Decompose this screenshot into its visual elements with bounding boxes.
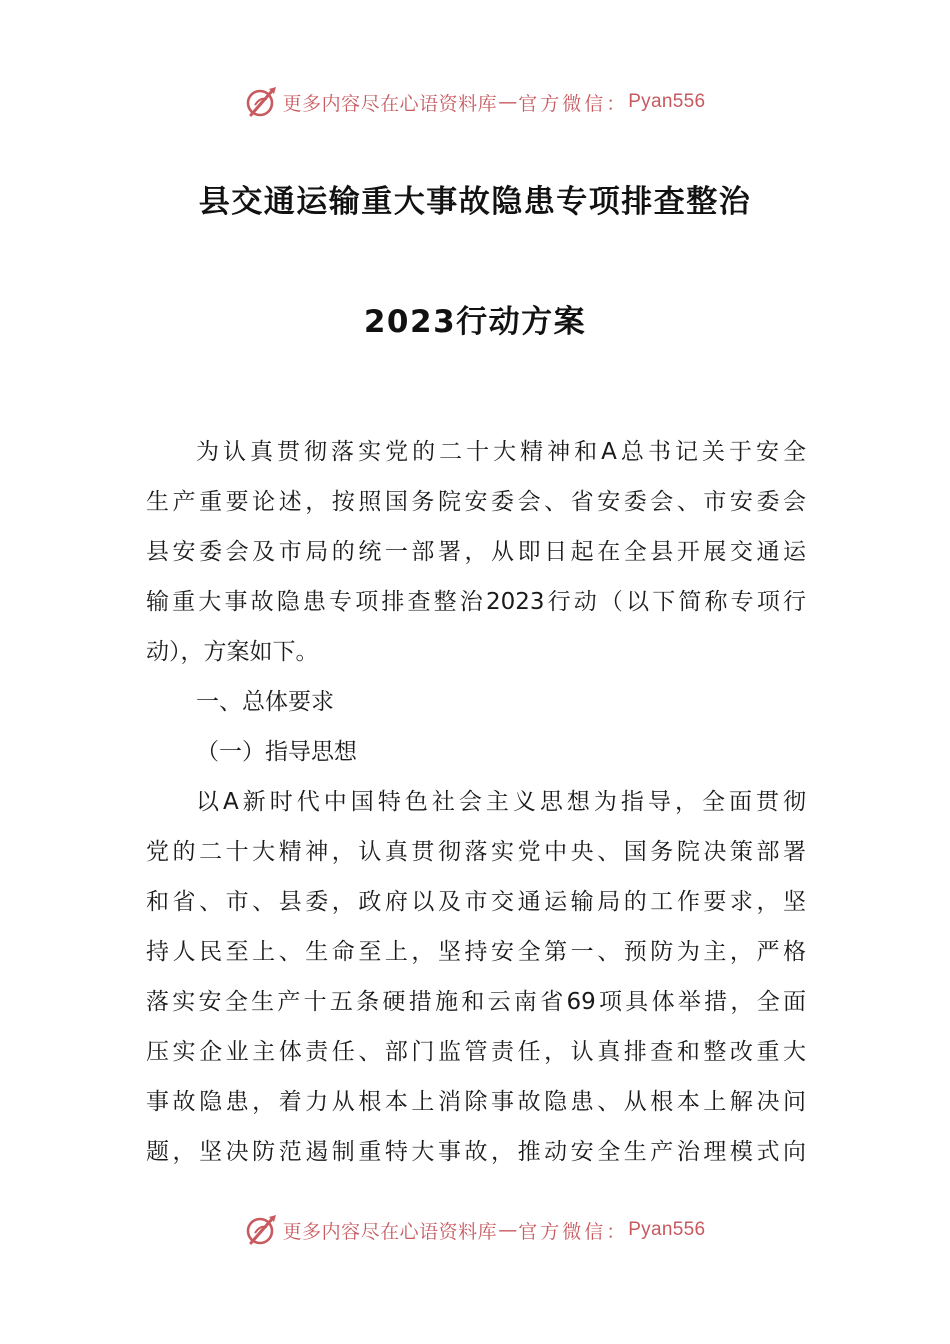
watermark-dash: —	[498, 1219, 518, 1241]
subsection-heading: （一）指导思想	[196, 739, 357, 765]
watermark-text: 更多内容尽在心语资料库	[282, 92, 498, 115]
document-body	[146, 427, 806, 1177]
body-line: 压实企业主体责任、部门监管责任，认真排查和整改重大	[146, 1039, 806, 1065]
body-line: 输重大事故隐患专项排查整治2023行动（以下简称专项行	[146, 589, 806, 615]
watermark-text: 更多内容尽在心语资料库	[282, 1220, 498, 1243]
body-line: 事故隐患，着力从根本上消除事故隐患、从根本上解决问	[146, 1089, 806, 1115]
pen-logo-icon	[245, 85, 279, 119]
watermark-label: 官方微信：	[518, 92, 629, 115]
body-line: 持人民至上、生命至上，坚持安全第一、预防为主，严格	[146, 939, 806, 965]
watermark-header	[0, 82, 950, 122]
body-line: 和省、市、县委，政府以及市交通运输局的工作要求，坚	[146, 889, 806, 915]
body-line: 题，坚决防范遏制重特大事故，推动安全生产治理模式向	[146, 1139, 806, 1165]
body-line: 动），方案如下。	[146, 639, 319, 665]
watermark-label: 官方微信：	[518, 1220, 629, 1243]
body-line: 以A新时代中国特色社会主义思想为指导，全面贯彻	[196, 789, 806, 815]
body-line: 党的二十大精神，认真贯彻落实党中央、国务院决策部署	[146, 839, 806, 865]
document-title-line-1: 县交通运输重大事故隐患专项排查整治	[198, 184, 752, 220]
section-heading: 一、总体要求	[196, 689, 334, 715]
document-title-line-2: 2023行动方案	[363, 304, 587, 340]
watermark-dash: —	[498, 91, 518, 113]
body-line: 县安委会及市局的统一部署，从即日起在全县开展交通运	[146, 539, 806, 565]
body-line: 生产重要论述，按照国务院安委会、省安委会、市安委会	[146, 489, 806, 515]
watermark-wechat-id: Pyan556	[628, 91, 706, 112]
watermark-footer	[0, 1210, 950, 1250]
watermark-wechat-id: Pyan556	[628, 1219, 706, 1240]
pen-logo-icon	[245, 1213, 279, 1247]
body-line: 落实安全生产十五条硬措施和云南省69项具体举措，全面	[146, 989, 806, 1015]
body-line: 为认真贯彻落实党的二十大精神和A总书记关于安全	[196, 439, 806, 465]
